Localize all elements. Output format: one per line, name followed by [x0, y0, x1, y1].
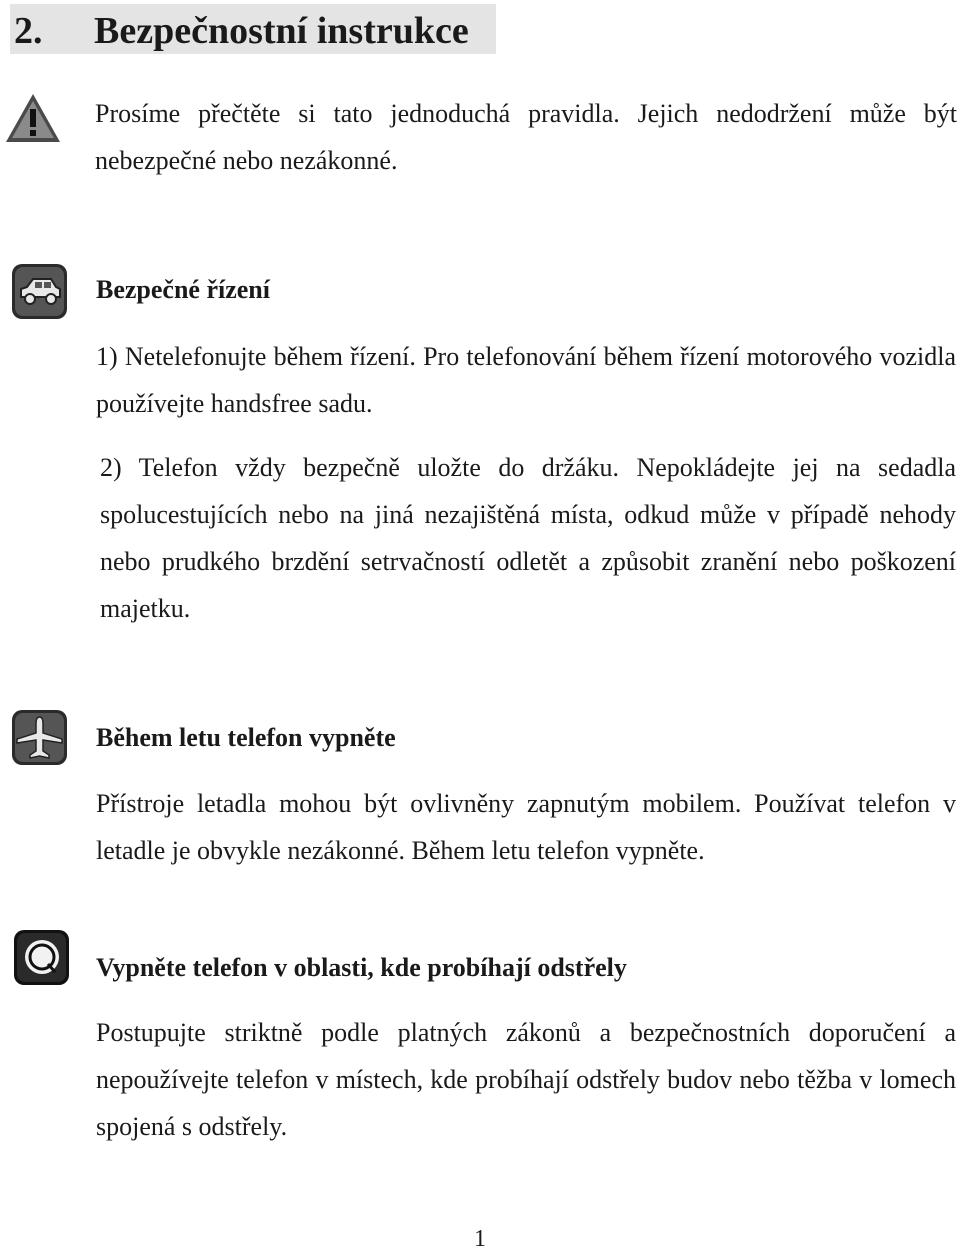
flight-rule: Přístroje letadla mohou být ovlivněny zapnutým mobilem. Používat telefon v letadle je obvykle nezákonné. Během letu telefon vypněte. [96, 789, 956, 865]
section-title-driving: Bezpečné řízení [96, 275, 270, 304]
section-title-blasting: Vypněte telefon v oblasti, kde probíhají odstřely [96, 953, 627, 982]
section-number: 2. [14, 10, 43, 52]
page-number: 1 [474, 1226, 486, 1252]
section-title-flight: Během letu telefon vypněte [96, 723, 396, 752]
page-title: Bezpečnostní instrukce [94, 10, 469, 52]
car-icon [11, 263, 68, 320]
airplane-icon [11, 709, 68, 766]
warning-triangle-icon [4, 92, 62, 144]
driving-rule-1: 1) Netelefonujte během řízení. Pro telefonování během řízení motorového vozidla používejte handsfree sadu. [96, 342, 956, 418]
blasting-rule: Postupujte striktně podle platných zákonů a bezpečnostních doporučení a nepoužívejte telefon v místech, kde probíhají odstřely budov nebo těžba v lomech spojená s odstřely. [96, 1018, 956, 1141]
driving-rule-2: 2) Telefon vždy bezpečně uložte do držáku. Nepokládejte jej na sedadla spolucestujících nebo na jiná nezajištěná místa, odkud může v případě nehody nebo prudkého brzdění setrvačností odletět a způsobit zranění nebo poškození majetku. [100, 453, 956, 623]
intro-text: Prosíme přečtěte si tato jednoduchá pravidla. Jejich nedodržení může být nebezpečné nebo nezákonné. [95, 99, 957, 175]
blasting-area-icon [13, 929, 70, 986]
